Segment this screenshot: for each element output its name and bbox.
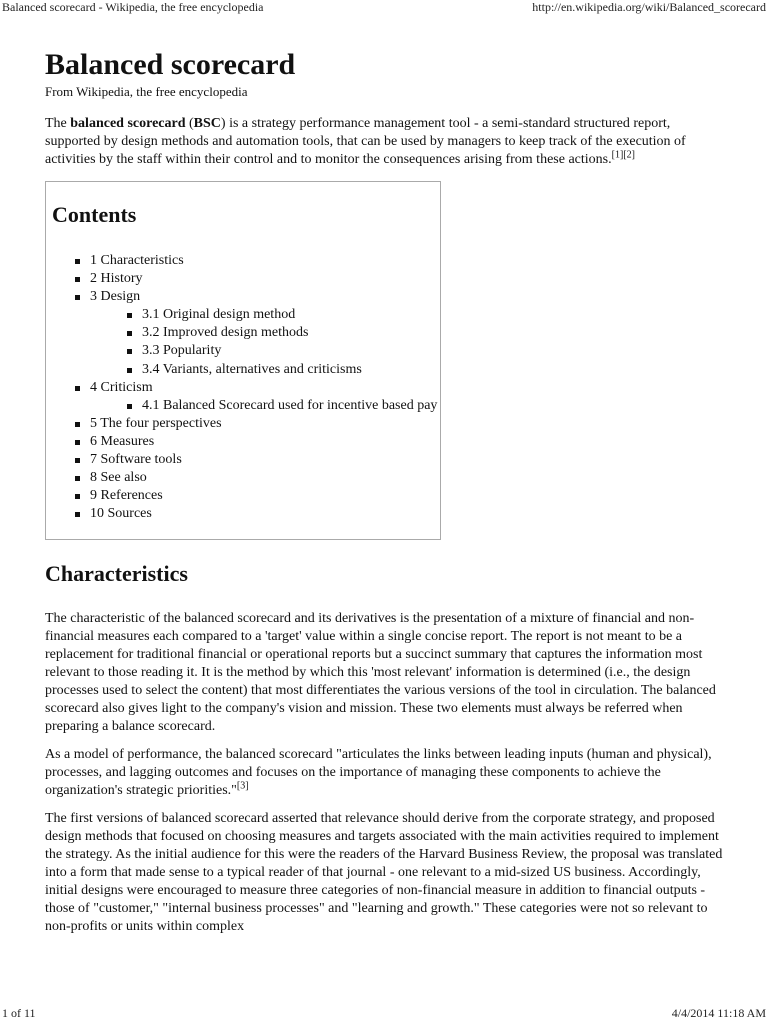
print-url: http://en.wikipedia.org/wiki/Balanced_scorecard [532, 0, 766, 14]
toc-item-label[interactable]: 9 References [90, 488, 163, 504]
characteristics-paragraph-1: The characteristic of the balanced scorecard and its derivatives is the presentation of a mixture of financial and non-financial measures each compared to a 'target' value within a single concise report. The report is not meant to be a replacement for traditional financial or operational reports but a succinct summary that captures the information most relevant to those reading it. It is the method by which this 'most relevant' information is determined (i.e., the design processes used to select the content) that most differentiates the various versions of the tool in circulation. The balanced scorecard also gives light to the company's vision and mission. These two elements must always be referred when preparing a balance scorecard. [45, 611, 716, 734]
print-page-info: 1 of 11 [2, 1006, 36, 1020]
intro-pre: The [45, 116, 71, 131]
toc-list [74, 252, 437, 523]
page-title: Balanced scorecard [45, 48, 296, 81]
toc-item[interactable] [74, 379, 437, 415]
bullet-icon [127, 331, 132, 336]
toc-item-label[interactable]: 4.1 Balanced Scorecard used for incentive based pay [142, 397, 438, 413]
print-timestamp: 4/4/2014 11:18 AM [671, 1006, 766, 1020]
toc-item-label[interactable]: 3 Design [90, 289, 141, 305]
intro-bold-abbr: BSC [193, 116, 221, 131]
toc-item-label[interactable]: 6 Measures [90, 433, 155, 449]
toc-item-label[interactable]: 3.2 Improved design methods [142, 325, 309, 341]
bullet-icon [75, 277, 80, 282]
toc-item[interactable] [74, 469, 437, 487]
intro-mid: ( [185, 116, 194, 131]
toc-sublist [90, 397, 437, 415]
toc-item[interactable] [74, 451, 437, 469]
toc-item[interactable] [74, 433, 437, 451]
table-of-contents [45, 181, 441, 540]
characteristics-p2-text: As a model of performance, the balanced scorecard "articulates the links between leading inputs (human and physical), processes, and lagging outcomes and focuses on the importance of managing these components to achieve the organization's strategic priorities." [45, 747, 712, 798]
section-heading-characteristics: Characteristics [45, 561, 188, 586]
toc-item[interactable] [126, 397, 437, 415]
bullet-icon [75, 440, 80, 445]
characteristics-paragraph-3: The first versions of balanced scorecard asserted that relevance should derive from the corporate strategy, and proposed design methods that focused on choosing measures and targets associated with the main activities required to implement the strategy. As the initial audience for this were the readers of the Harvard Business Review, the proposal was translated into a form that made sense to a typical reader of that journal - one relevant to a mid-sized US business. Accordingly, initial designs were encouraged to measure three categories of non-financial measure in addition to financial outputs - those of "customer," "internal business processes" and "learning and growth." These categories were not so relevant to non-profits or units within complex [45, 811, 723, 934]
bullet-icon [75, 494, 80, 499]
print-page-title: Balanced scorecard - Wikipedia, the free encyclopedia [2, 0, 264, 14]
characteristics-p2-ref[interactable]: [3] [236, 780, 249, 792]
characteristics-paragraph-2 [45, 746, 725, 800]
article-content [45, 46, 725, 946]
print-footer [0, 1006, 768, 1022]
toc-item-label[interactable]: 5 The four perspectives [90, 415, 222, 431]
toc-item-label[interactable]: 3.4 Variants, alternatives and criticisms [142, 361, 362, 377]
toc-sublist [90, 306, 437, 378]
bullet-icon [127, 349, 132, 354]
intro-post: ) is a strategy performance management tool - a semi-standard structured report, supported by design methods and automation tools, that can be used by managers to keep track of the execution of activities by the staff within their control and to monitor the consequences arising from these actions. [45, 116, 686, 167]
toc-item-label[interactable]: 3.1 Original design method [142, 307, 296, 323]
toc-item[interactable] [74, 487, 437, 505]
page-subtitle: From Wikipedia, the free encyclopedia [45, 84, 248, 99]
bullet-icon [75, 386, 80, 391]
toc-item-label[interactable]: 8 See also [90, 470, 147, 486]
toc-item[interactable] [74, 252, 437, 270]
toc-item[interactable] [74, 270, 437, 288]
toc-item-label[interactable]: 1 Characteristics [90, 253, 184, 268]
bullet-icon [75, 295, 80, 300]
intro-refs[interactable]: [1][2] [611, 149, 635, 161]
toc-heading: Contents [52, 202, 137, 227]
bullet-icon [127, 404, 132, 409]
bullet-icon [75, 422, 80, 427]
toc-item-label[interactable]: 10 Sources [90, 506, 152, 522]
bullet-icon [127, 368, 132, 373]
bullet-icon [75, 512, 80, 517]
bullet-icon [75, 476, 80, 481]
toc-item-label[interactable]: 2 History [90, 271, 143, 287]
toc-item[interactable] [74, 505, 437, 523]
bullet-icon [75, 259, 80, 264]
intro-bold-term: balanced scorecard [70, 116, 186, 131]
toc-item-label[interactable]: 7 Software tools [90, 452, 182, 468]
toc-item-label[interactable]: 3.3 Popularity [142, 343, 222, 359]
intro-paragraph [45, 115, 725, 169]
print-header [0, 0, 768, 16]
toc-item[interactable] [126, 324, 437, 342]
toc-item[interactable] [126, 361, 437, 379]
toc-item[interactable] [126, 342, 437, 360]
toc-item-label[interactable]: 4 Criticism [90, 379, 153, 395]
bullet-icon [127, 313, 132, 318]
bullet-icon [75, 458, 80, 463]
toc-item[interactable] [74, 288, 437, 378]
toc-item[interactable] [74, 415, 437, 433]
toc-item[interactable] [126, 306, 437, 324]
